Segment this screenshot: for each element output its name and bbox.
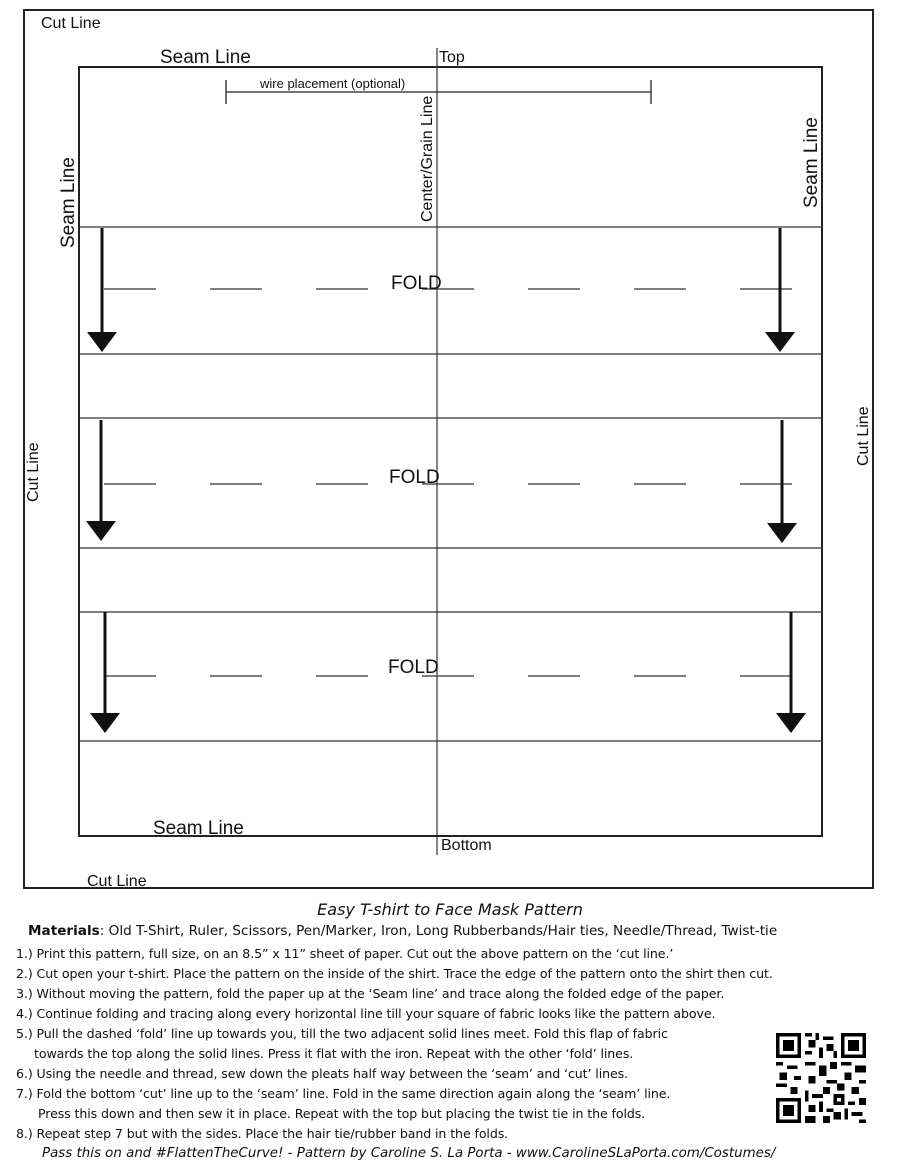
seam-line-label-top: Seam Line [160, 47, 251, 68]
materials-text: : Old T-Shirt, Ruler, Scissors, Pen/Marker, Iron, Long Rubberbands/Hair ties, Needle/Thread, Twist-tie [99, 923, 778, 939]
step-3: 3.) Without moving the pattern, fold the paper up at the ‘Seam line’ and trace along the folded edge of the paper. [16, 986, 725, 1001]
step-5: 5.) Pull the dashed ‘fold’ line up towards you, till the two adjacent solid lines meet. Fold this flap of fabric [16, 1026, 668, 1041]
fold-dash-lines [104, 289, 822, 676]
step-8: 8.) Repeat step 7 but with the sides. Place the hair tie/rubber band in the folds. [16, 1126, 509, 1141]
seam-line-label-left: Seam Line [58, 157, 79, 248]
step-1: 1.) Print this pattern, full size, on an 8.5” x 11” sheet of paper. Cut out the above pattern on the ‘cut line.’ [16, 946, 674, 961]
pattern-title: Easy T-shirt to Face Mask Pattern [317, 900, 583, 919]
fold-label-2: FOLD [389, 467, 440, 488]
qr-code-icon [776, 1033, 866, 1123]
center-grain-label: Center/Grain Line [419, 95, 436, 222]
cut-line-border [24, 10, 873, 888]
cut-line-label-bottom: Cut Line [87, 873, 147, 890]
seam-line-border [79, 67, 822, 836]
step-2: 2.) Cut open your t-shirt. Place the pattern on the inside of the shirt. Trace the edge of the pattern onto the shirt then cut. [16, 966, 773, 981]
seam-line-label-bottom: Seam Line [153, 818, 244, 839]
wire-placement-label: wire placement (optional) [260, 76, 406, 91]
bottom-label: Bottom [441, 837, 492, 854]
cut-line-label-top: Cut Line [41, 15, 101, 32]
fold-arrows [86, 228, 806, 733]
step-5-continued: towards the top along the solid lines. Press it flat with the iron. Repeat with the other ‘fold’ lines. [34, 1046, 634, 1061]
instructions-section [0, 898, 900, 1165]
materials-list [28, 923, 777, 939]
step-7-continued: Press this down and then sew it in place. Repeat with the top but placing the twist tie in the folds. [38, 1106, 646, 1121]
footer-credit: Pass this on and #FlattenTheCurve! - Pattern by Caroline S. La Porta - www.CarolineSLaPorta.com/Costumes/ [42, 1146, 776, 1161]
fold-label-1: FOLD [391, 273, 442, 294]
cut-line-label-right: Cut Line [855, 406, 872, 466]
top-label: Top [439, 49, 465, 66]
step-4: 4.) Continue folding and tracing along every horizontal line till your square of fabric looks like the pattern above. [16, 1006, 716, 1021]
step-6: 6.) Using the needle and thread, sew down the pleats half way between the ‘seam’ and ‘cut’ lines. [16, 1066, 628, 1081]
cut-line-label-left: Cut Line [25, 442, 42, 502]
seam-line-label-right: Seam Line [801, 117, 822, 208]
materials-label: Materials [28, 923, 100, 939]
step-7: 7.) Fold the bottom ‘cut’ line up to the ‘seam’ line. Fold in the same direction again along the ‘seam’ line. [16, 1086, 671, 1101]
fold-label-3: FOLD [388, 657, 439, 678]
